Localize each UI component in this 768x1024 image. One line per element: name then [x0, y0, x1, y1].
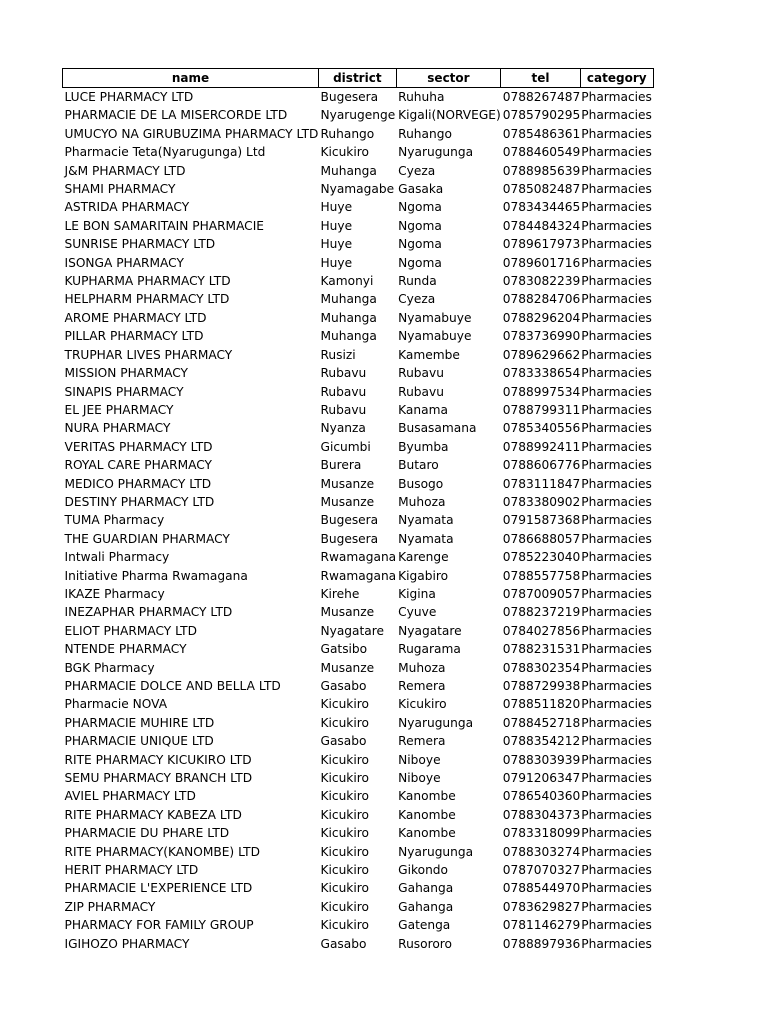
cell-district: Kicukiro	[320, 863, 369, 878]
cell-name: AROME PHARMACY LTD	[64, 310, 207, 325]
cell-category: Pharmacies	[581, 918, 652, 933]
cell-district: Rubavu	[320, 384, 367, 399]
table-row	[63, 769, 654, 787]
cell-tel: 0781146279	[502, 918, 581, 933]
cell-category: Pharmacies	[581, 863, 652, 878]
cell-name: PHARMACY FOR FAMILY GROUP	[64, 918, 254, 933]
cell-name: UMUCYO NA GIRUBUZIMA PHARMACY LTD	[64, 126, 319, 141]
cell-tel: 0789629662	[502, 347, 581, 362]
cell-sector: Ruhango	[398, 126, 452, 141]
cell-name: SEMU PHARMACY BRANCH LTD	[64, 771, 253, 786]
cell-tel: 0788997534	[502, 384, 581, 399]
cell-district: Musanze	[320, 660, 375, 675]
table-row	[63, 419, 654, 437]
cell-district: Nyarugenge	[320, 108, 396, 123]
cell-name: SUNRISE PHARMACY LTD	[64, 237, 216, 252]
cell-tel: 0785486361	[502, 126, 581, 141]
cell-tel: 0783111847	[502, 476, 581, 491]
cell-category: Pharmacies	[581, 881, 652, 896]
cell-tel: 0783434465	[502, 200, 581, 215]
cell-tel: 0783082239	[502, 274, 581, 289]
cell-tel: 0788303274	[502, 844, 581, 859]
cell-district: Nyanza	[320, 421, 366, 436]
cell-district: Rwamagana	[320, 568, 397, 583]
cell-district: Kicukiro	[320, 881, 369, 896]
cell-sector: Rugarama	[398, 642, 461, 657]
cell-name: NTENDE PHARMACY	[64, 642, 187, 657]
cell-sector: Nyarugunga	[398, 844, 474, 859]
cell-sector: Cyeza	[398, 292, 436, 307]
cell-tel: 0788304373	[502, 807, 581, 822]
table-row	[63, 143, 654, 161]
cell-district: Rwamagana	[320, 550, 397, 565]
table-row	[63, 383, 654, 401]
table-row	[63, 309, 654, 327]
cell-sector: Gahanga	[398, 881, 454, 896]
table-row	[63, 732, 654, 750]
cell-district: Kicukiro	[320, 715, 369, 730]
cell-category: Pharmacies	[581, 218, 652, 233]
cell-category: Pharmacies	[581, 807, 652, 822]
table-row	[63, 162, 654, 180]
cell-category: Pharmacies	[581, 642, 652, 657]
cell-sector: Nyamata	[398, 531, 454, 546]
cell-tel: 0788303939	[502, 752, 581, 767]
table-row	[63, 714, 654, 732]
cell-district: Ruhango	[320, 126, 375, 141]
table-row	[63, 254, 654, 272]
cell-tel: 0785082487	[502, 182, 581, 197]
cell-category: Pharmacies	[581, 366, 652, 381]
table-row	[63, 843, 654, 861]
cell-district: Huye	[320, 237, 353, 252]
cell-tel: 0783338654	[502, 366, 581, 381]
cell-name: MISSION PHARMACY	[64, 366, 188, 381]
cell-name: RITE PHARMACY KABEZA LTD	[64, 807, 242, 822]
cell-tel: 0788729938	[502, 679, 581, 693]
cell-sector: Busogo	[398, 476, 444, 491]
table-row	[63, 898, 654, 916]
cell-category: Pharmacies	[581, 476, 652, 491]
table-row	[63, 106, 654, 124]
cell-sector: Gahanga	[398, 899, 454, 914]
column-header-district: district	[319, 69, 397, 88]
cell-sector: Kanombe	[398, 789, 456, 804]
cell-district: Huye	[320, 200, 353, 215]
cell-tel: 0789601716	[502, 255, 581, 270]
cell-tel: 0788992411	[502, 439, 581, 454]
cell-category: Pharmacies	[581, 771, 652, 786]
cell-category: Pharmacies	[581, 126, 652, 141]
cell-category: Pharmacies	[581, 697, 652, 712]
cell-tel: 0788267487	[502, 90, 581, 104]
cell-category: Pharmacies	[581, 421, 652, 436]
cell-category: Pharmacies	[581, 108, 652, 123]
cell-category: Pharmacies	[581, 90, 652, 104]
cell-tel: 0788606776	[502, 458, 581, 473]
cell-district: Kicukiro	[320, 807, 369, 822]
cell-tel: 0785340556	[502, 421, 581, 436]
cell-tel: 0784484324	[502, 218, 581, 233]
cell-district: Bugesera	[320, 531, 379, 546]
cell-district: Gicumbi	[320, 439, 371, 454]
cell-tel: 0788799311	[502, 402, 581, 417]
cell-tel: 0783318099	[502, 826, 581, 841]
cell-sector: Runda	[398, 274, 437, 289]
cell-tel: 0788302354	[502, 660, 581, 675]
cell-sector: Gasaka	[398, 182, 444, 197]
cell-name: DESTINY PHARMACY LTD	[64, 494, 215, 509]
cell-name: IGIHOZO PHARMACY	[64, 936, 190, 951]
cell-sector: Nyamata	[398, 513, 454, 528]
cell-sector: Butaro	[398, 458, 439, 473]
cell-district: Rusizi	[320, 347, 356, 362]
cell-sector: Nyarugunga	[398, 145, 474, 160]
cell-sector: Busasamana	[398, 421, 477, 436]
cell-name: AVIEL PHARMACY LTD	[64, 789, 196, 804]
cell-tel: 0788511820	[502, 697, 581, 712]
cell-district: Kicukiro	[320, 918, 369, 933]
cell-category: Pharmacies	[581, 200, 652, 215]
cell-sector: Nyarugunga	[398, 715, 474, 730]
table-row	[63, 603, 654, 621]
table-row	[63, 493, 654, 511]
cell-name: ELIOT PHARMACY LTD	[64, 623, 198, 638]
cell-name: EL JEE PHARMACY	[64, 402, 174, 417]
cell-tel: 0788460549	[502, 145, 581, 160]
table-row	[63, 401, 654, 419]
cell-name: PHARMACIE DU PHARE LTD	[64, 826, 230, 841]
cell-district: Bugesera	[320, 90, 379, 104]
table-body	[63, 88, 654, 954]
cell-district: Kicukiro	[320, 789, 369, 804]
cell-category: Pharmacies	[581, 789, 652, 804]
column-header-tel: tel	[501, 69, 581, 88]
cell-sector: Kanombe	[398, 807, 456, 822]
cell-sector: Cyuve	[398, 605, 437, 620]
table-row	[63, 935, 654, 953]
column-header-name: name	[63, 69, 319, 88]
cell-name: Intwali Pharmacy	[64, 550, 170, 565]
cell-category: Pharmacies	[581, 752, 652, 767]
cell-district: Musanze	[320, 605, 375, 620]
pharmacy-table	[62, 68, 654, 953]
cell-category: Pharmacies	[581, 679, 652, 693]
cell-category: Pharmacies	[581, 439, 652, 454]
cell-sector: Cyeza	[398, 163, 436, 178]
cell-district: Muhanga	[320, 329, 377, 344]
cell-district: Rubavu	[320, 402, 367, 417]
column-header-sector: sector	[396, 69, 501, 88]
cell-tel: 0788897936	[502, 936, 581, 951]
cell-name: INEZAPHAR PHARMACY LTD	[64, 605, 233, 620]
cell-name: MEDICO PHARMACY LTD	[64, 476, 212, 491]
cell-tel: 0786540360	[502, 789, 581, 804]
cell-name: SHAMI PHARMACY	[64, 182, 176, 197]
cell-district: Musanze	[320, 476, 375, 491]
cell-sector: Ngoma	[398, 200, 442, 215]
cell-district: Bugesera	[320, 513, 379, 528]
table-row	[63, 677, 654, 695]
cell-tel: 0783629827	[502, 899, 581, 914]
cell-sector: Rubavu	[398, 366, 444, 381]
cell-name: TRUPHAR LIVES PHARMACY	[64, 347, 233, 362]
cell-tel: 0783380902	[502, 494, 581, 509]
cell-name: RITE PHARMACY KICUKIRO LTD	[64, 752, 252, 767]
table-row	[63, 659, 654, 677]
cell-sector: Nyamabuye	[398, 310, 472, 325]
cell-name: PHARMACIE L'EXPERIENCE LTD	[64, 881, 253, 896]
cell-district: Kicukiro	[320, 752, 369, 767]
cell-district: Muhanga	[320, 310, 377, 325]
cell-name: ZIP PHARMACY	[64, 899, 156, 914]
cell-name: PHARMACIE MUHIRE LTD	[64, 715, 215, 730]
cell-district: Huye	[320, 255, 353, 270]
cell-sector: Kanombe	[398, 826, 456, 841]
table-row	[63, 125, 654, 143]
cell-category: Pharmacies	[581, 384, 652, 399]
table-row	[63, 346, 654, 364]
table-row	[63, 88, 654, 107]
table-row	[63, 198, 654, 216]
table-row	[63, 824, 654, 842]
table-header	[63, 69, 654, 88]
cell-category: Pharmacies	[581, 623, 652, 638]
cell-name: Pharmacie NOVA	[64, 697, 168, 712]
cell-category: Pharmacies	[581, 163, 652, 178]
cell-category: Pharmacies	[581, 329, 652, 344]
cell-name: SINAPIS PHARMACY	[64, 384, 184, 399]
cell-tel: 0787070327	[502, 863, 581, 878]
cell-name: PILLAR PHARMACY LTD	[64, 329, 204, 344]
cell-category: Pharmacies	[581, 347, 652, 362]
cell-sector: Nyagatare	[398, 623, 462, 638]
cell-tel: 0788237219	[502, 605, 581, 620]
cell-name: ROYAL CARE PHARMACY	[64, 458, 212, 473]
cell-sector: Karenge	[398, 550, 449, 565]
cell-sector: Ngoma	[398, 255, 442, 270]
table-row	[63, 861, 654, 879]
cell-sector: Ngoma	[398, 218, 442, 233]
cell-category: Pharmacies	[581, 494, 652, 509]
cell-name: VERITAS PHARMACY LTD	[64, 439, 213, 454]
table-row	[63, 290, 654, 308]
cell-tel: 0788557758	[502, 568, 581, 583]
table-row	[63, 640, 654, 658]
cell-category: Pharmacies	[581, 145, 652, 160]
cell-sector: Gatenga	[398, 918, 451, 933]
cell-category: Pharmacies	[581, 568, 652, 583]
cell-sector: Nyamabuye	[398, 329, 472, 344]
cell-category: Pharmacies	[581, 586, 652, 601]
cell-name: HELPHARM PHARMACY LTD	[64, 292, 230, 307]
table-row	[63, 567, 654, 585]
cell-category: Pharmacies	[581, 458, 652, 473]
cell-name: HERIT PHARMACY LTD	[64, 863, 199, 878]
cell-tel: 0789617973	[502, 237, 581, 252]
cell-tel: 0787009057	[502, 586, 581, 601]
cell-sector: Niboye	[398, 771, 441, 786]
cell-tel: 0788452718	[502, 715, 581, 730]
cell-district: Muhanga	[320, 292, 377, 307]
cell-name: KUPHARMA PHARMACY LTD	[64, 274, 231, 289]
cell-tel: 0783736990	[502, 329, 581, 344]
cell-name: PHARMACIE DE LA MISERCORDE LTD	[64, 108, 288, 123]
cell-name: IKAZE Pharmacy	[64, 586, 165, 601]
cell-district: Nyamagabe	[320, 182, 395, 197]
cell-name: J&M PHARMACY LTD	[64, 163, 186, 178]
header-row	[63, 69, 654, 88]
cell-tel: 0785223040	[502, 550, 581, 565]
cell-sector: Kigabiro	[398, 568, 449, 583]
cell-district: Kicukiro	[320, 145, 369, 160]
cell-category: Pharmacies	[581, 660, 652, 675]
cell-sector: Kigina	[398, 586, 436, 601]
cell-name: LUCE PHARMACY LTD	[64, 90, 194, 104]
cell-district: Burera	[320, 458, 362, 473]
cell-district: Kicukiro	[320, 697, 369, 712]
table-row	[63, 548, 654, 566]
cell-district: Gasabo	[320, 679, 367, 693]
cell-name: BGK Pharmacy	[64, 660, 155, 675]
column-header-category: category	[580, 69, 653, 88]
cell-sector: Ngoma	[398, 237, 442, 252]
cell-district: Gasabo	[320, 936, 367, 951]
table-row	[63, 695, 654, 713]
cell-category: Pharmacies	[581, 899, 652, 914]
cell-tel: 0788985639	[502, 163, 581, 178]
cell-category: Pharmacies	[581, 513, 652, 528]
cell-name: RITE PHARMACY(KANOMBE) LTD	[64, 844, 261, 859]
cell-tel: 0788544970	[502, 881, 581, 896]
cell-category: Pharmacies	[581, 734, 652, 749]
table-row	[63, 916, 654, 934]
table-row	[63, 806, 654, 824]
cell-tel: 0788284706	[502, 292, 581, 307]
cell-category: Pharmacies	[581, 826, 652, 841]
cell-tel: 0788296204	[502, 310, 581, 325]
table-row	[63, 438, 654, 456]
cell-sector: Remera	[398, 679, 446, 693]
table-row	[63, 622, 654, 640]
cell-sector: Niboye	[398, 752, 441, 767]
cell-name: PHARMACIE UNIQUE LTD	[64, 734, 214, 749]
cell-district: Kirehe	[320, 586, 360, 601]
cell-category: Pharmacies	[581, 255, 652, 270]
cell-tel: 0784027856	[502, 623, 581, 638]
cell-category: Pharmacies	[581, 550, 652, 565]
cell-category: Pharmacies	[581, 310, 652, 325]
table-row	[63, 585, 654, 603]
cell-category: Pharmacies	[581, 936, 652, 951]
cell-name: LE BON SAMARITAIN PHARMACIE	[64, 218, 264, 233]
cell-sector: Ruhuha	[398, 90, 445, 104]
cell-sector: Muhoza	[398, 494, 446, 509]
cell-tel: 0788354212	[502, 734, 581, 749]
cell-district: Gatsibo	[320, 642, 368, 657]
cell-district: Rubavu	[320, 366, 367, 381]
cell-sector: Rusororo	[398, 936, 453, 951]
cell-district: Kicukiro	[320, 899, 369, 914]
cell-tel: 0785790295	[502, 108, 581, 123]
cell-category: Pharmacies	[581, 182, 652, 197]
cell-name: THE GUARDIAN PHARMACY	[64, 531, 230, 546]
cell-district: Kamonyi	[320, 274, 374, 289]
cell-name: ASTRIDA PHARMACY	[64, 200, 190, 215]
table-row	[63, 272, 654, 290]
cell-category: Pharmacies	[581, 237, 652, 252]
cell-category: Pharmacies	[581, 531, 652, 546]
table-row	[63, 787, 654, 805]
cell-district: Nyagatare	[320, 623, 384, 638]
table-row	[63, 235, 654, 253]
cell-district: Kicukiro	[320, 844, 369, 859]
cell-category: Pharmacies	[581, 292, 652, 307]
table-row	[63, 327, 654, 345]
cell-category: Pharmacies	[581, 605, 652, 620]
table-row	[63, 456, 654, 474]
cell-name: ISONGA PHARMACY	[64, 255, 184, 270]
cell-sector: Kamembe	[398, 347, 460, 362]
cell-sector: Gikondo	[398, 863, 448, 878]
cell-category: Pharmacies	[581, 844, 652, 859]
cell-tel: 0791587368	[502, 513, 581, 528]
cell-category: Pharmacies	[581, 402, 652, 417]
cell-sector: Kigali(NORVEGE)	[398, 108, 501, 123]
table-row	[63, 217, 654, 235]
table-row	[63, 475, 654, 493]
cell-district: Gasabo	[320, 734, 367, 749]
table-row	[63, 364, 654, 382]
cell-category: Pharmacies	[581, 274, 652, 289]
cell-name: TUMA Pharmacy	[64, 513, 165, 528]
cell-sector: Muhoza	[398, 660, 446, 675]
cell-tel: 0788231531	[502, 642, 581, 657]
cell-name: NURA PHARMACY	[64, 421, 171, 436]
table-row	[63, 879, 654, 897]
table-row	[63, 751, 654, 769]
cell-sector: Rubavu	[398, 384, 444, 399]
cell-district: Huye	[320, 218, 353, 233]
table-row	[63, 530, 654, 548]
cell-sector: Remera	[398, 734, 446, 749]
cell-district: Kicukiro	[320, 771, 369, 786]
cell-name: PHARMACIE DOLCE AND BELLA LTD	[64, 679, 281, 693]
cell-sector: Kicukiro	[398, 697, 447, 712]
cell-district: Musanze	[320, 494, 375, 509]
table-row	[63, 180, 654, 198]
table-row	[63, 511, 654, 529]
cell-tel: 0786688057	[502, 531, 581, 546]
cell-category: Pharmacies	[581, 715, 652, 730]
cell-district: Kicukiro	[320, 826, 369, 841]
cell-sector: Kanama	[398, 402, 448, 417]
cell-sector: Byumba	[398, 439, 449, 454]
cell-name: Initiative Pharma Rwamagana	[64, 568, 248, 583]
cell-tel: 0791206347	[502, 771, 581, 786]
cell-district: Muhanga	[320, 163, 377, 178]
cell-name: Pharmacie Teta(Nyarugunga) Ltd	[64, 145, 266, 160]
